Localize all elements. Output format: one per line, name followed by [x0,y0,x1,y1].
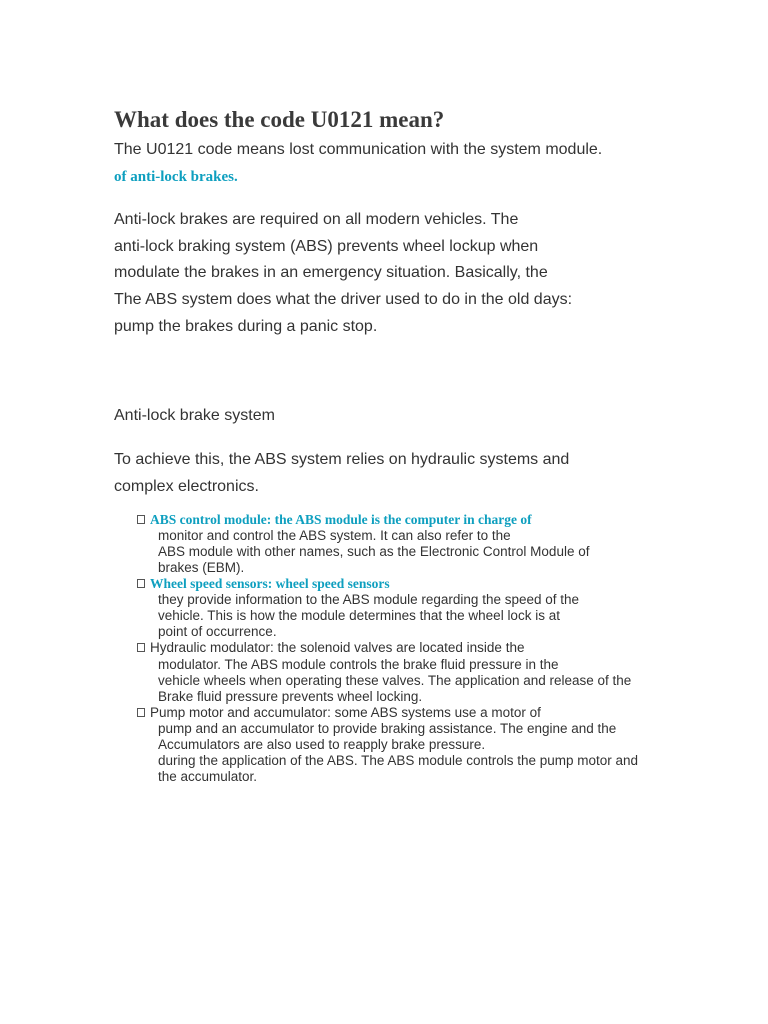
paragraph-1-line: pump the brakes during a panic stop. [114,318,378,335]
page-title: What does the code U0121 mean? [114,107,445,132]
list-item-line: ABS module with other names, such as the Electronic Control Module of [158,544,590,559]
section-heading: Anti-lock brake system [114,407,275,424]
list-item-line: vehicle. This is how the module determines that the wheel lock is at [158,608,560,623]
list-item-first-line [137,576,390,592]
bullet-box-icon [137,643,145,652]
list-item-first-line [137,705,541,721]
paragraph-1-line: Anti-lock brakes are required on all modern vehicles. The [114,211,519,228]
list-item-first-line [137,640,524,656]
paragraph-1-line: The ABS system does what the driver used to do in the old days: [114,291,573,308]
list-item-line: they provide information to the ABS module regarding the speed of the [158,592,580,607]
list-item-line: Brake fluid pressure prevents wheel locking. [158,689,423,704]
paragraph-1-line: anti-lock braking system (ABS) prevents wheel lockup when [114,238,539,255]
list-item-title: ABS control module: the ABS module is the computer in charge of [150,512,532,527]
list-item-line: Accumulators are also used to reapply brake pressure. [158,737,486,752]
list-item-title: Hydraulic modulator: the solenoid valves are located inside the [150,640,525,655]
list-item-line: during the application of the ABS. The ABS module controls the pump motor and [158,753,639,768]
list-item-line: brakes (EBM). [158,560,245,575]
list-item-first-line [137,512,532,528]
paragraph-1-line: modulate the brakes in an emergency situation. Basically, the [114,264,548,281]
intro-line-2: of anti-lock brakes. [114,169,238,185]
paragraph-2-line: complex electronics. [114,478,259,495]
bullet-box-icon [137,579,145,588]
bullet-box-icon [137,708,145,717]
list-item-title: Wheel speed sensors: wheel speed sensors [150,576,390,591]
paragraph-2-line: To achieve this, the ABS system relies on hydraulic systems and [114,451,570,468]
bullet-box-icon [137,515,145,524]
list-item-line: vehicle wheels when operating these valves. The application and release of the [158,673,632,688]
list-item-line: pump and an accumulator to provide braking assistance. The engine and the [158,721,617,736]
list-item-line: modulator. The ABS module controls the brake fluid pressure in the [158,657,559,672]
list-item-line: monitor and control the ABS system. It can also refer to the [158,528,511,543]
list-item-title: Pump motor and accumulator: some ABS systems use a motor of [150,705,541,720]
list-item-line: point of occurrence. [158,624,277,639]
list-item-line: the accumulator. [158,769,258,784]
intro-line-1: The U0121 code means lost communication with the system module. [114,141,603,158]
